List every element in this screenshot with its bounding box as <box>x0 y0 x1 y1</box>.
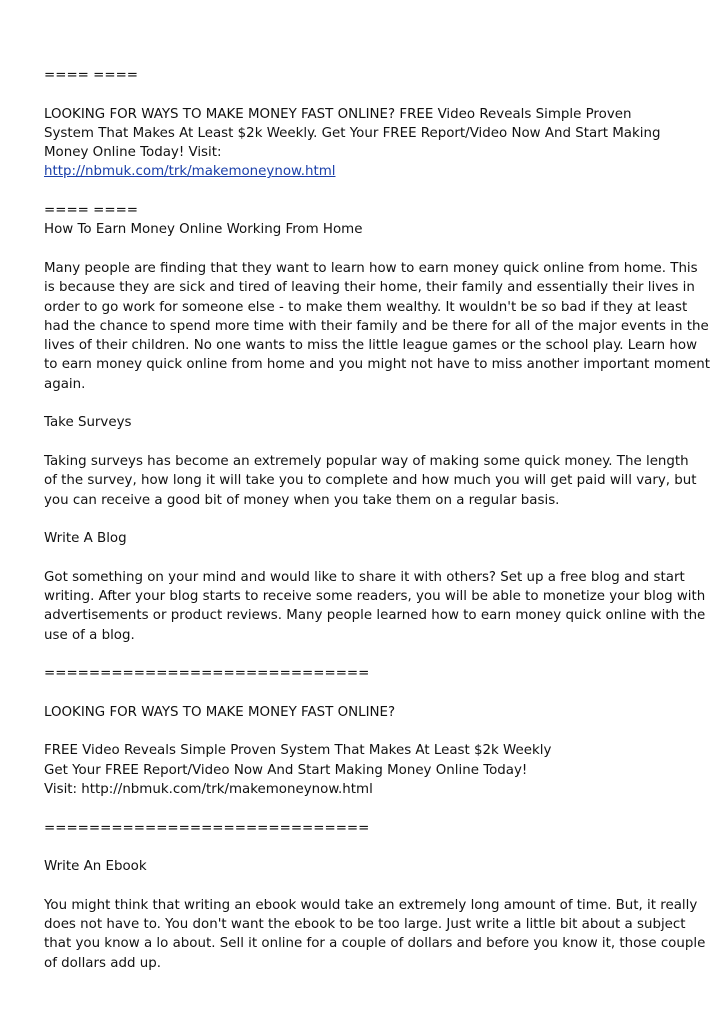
paragraph-line: that you know a lo about. Sell it online for a couple of dollars and before you know it, those couple <box>44 936 706 952</box>
long-separator: ============================= <box>44 666 370 682</box>
ebook-paragraph <box>44 896 706 973</box>
promo-block-top <box>44 105 690 182</box>
paragraph-line: You might think that writing an ebook would take an extremely long amount of time. But, it really <box>44 897 698 913</box>
document-page <box>44 66 710 992</box>
promo-link[interactable]: http://nbmuk.com/trk/makemoneynow.html <box>44 164 336 180</box>
intro-paragraph <box>44 259 710 394</box>
promo-visit-line: Visit: http://nbmuk.com/trk/makemoneynow.html <box>44 781 373 797</box>
paragraph-line: to earn money quick online from home and you might not have to miss another important moment <box>44 357 710 373</box>
paragraph-line: lives of their children. No one wants to miss the little league games or the school play. Learn how <box>44 338 698 354</box>
paragraph-line: Many people are finding that they want to learn how to earn money quick online from home. This <box>44 260 698 276</box>
paragraph-line: of the survey, how long it will take you to complete and how much you will get paid will vary, but <box>44 473 697 489</box>
paragraph-line: Taking surveys has become an extremely popular way of making some quick money. The length <box>44 453 689 469</box>
section-heading-blog: Write A Blog <box>44 531 127 547</box>
long-separator: ============================= <box>44 820 370 836</box>
paragraph-line: of dollars add up. <box>44 955 161 971</box>
section-heading-ebook: Write An Ebook <box>44 859 147 875</box>
paragraph-line: you can receive a good bit of money when you take them on a regular basis. <box>44 492 560 508</box>
promo-block-middle <box>44 741 690 799</box>
paragraph-line: Got something on your mind and would like to share it with others? Set up a free blog and start <box>44 569 685 585</box>
paragraph-line: advertisements or product reviews. Many people learned how to earn money quick online with the <box>44 608 706 624</box>
surveys-paragraph <box>44 452 697 510</box>
paragraph-line: does not have to. You don't want the ebook to be too large. Just write a little bit about a subject <box>44 917 686 933</box>
article-title: How To Earn Money Online Working From Home <box>44 222 363 238</box>
section-heading-surveys: Take Surveys <box>44 415 132 431</box>
blog-paragraph <box>44 568 706 645</box>
top-separator: ==== ==== <box>44 68 139 83</box>
paragraph-line: order to go work for someone else - to make them wealthy. It wouldn't be so bad if they at least <box>44 299 688 315</box>
promo-line: LOOKING FOR WAYS TO MAKE MONEY FAST ONLINE? FREE Video Reveals Simple Proven <box>44 106 632 122</box>
paragraph-line: writing. After your blog starts to receive some readers, you will be able to monetize your blog with <box>44 589 706 605</box>
paragraph-line: had the chance to spend more time with their family and be there for all of the major events in the <box>44 318 709 334</box>
paragraph-line: again. <box>44 376 86 392</box>
promo-line: System That Makes At Least $2k Weekly. Get Your FREE Report/Video Now And Start Making <box>44 125 661 141</box>
separator: ==== ==== <box>44 203 139 219</box>
promo-line: Get Your FREE Report/Video Now And Start Making Money Online Today! <box>44 762 528 778</box>
promo-line: Money Online Today! Visit: <box>44 145 222 161</box>
paragraph-line: is because they are sick and tired of leaving their home, their family and essentially their lives in <box>44 280 695 296</box>
promo-headline: LOOKING FOR WAYS TO MAKE MONEY FAST ONLINE? <box>44 704 396 720</box>
promo-line: FREE Video Reveals Simple Proven System That Makes At Least $2k Weekly <box>44 743 552 759</box>
paragraph-line: use of a blog. <box>44 627 135 643</box>
